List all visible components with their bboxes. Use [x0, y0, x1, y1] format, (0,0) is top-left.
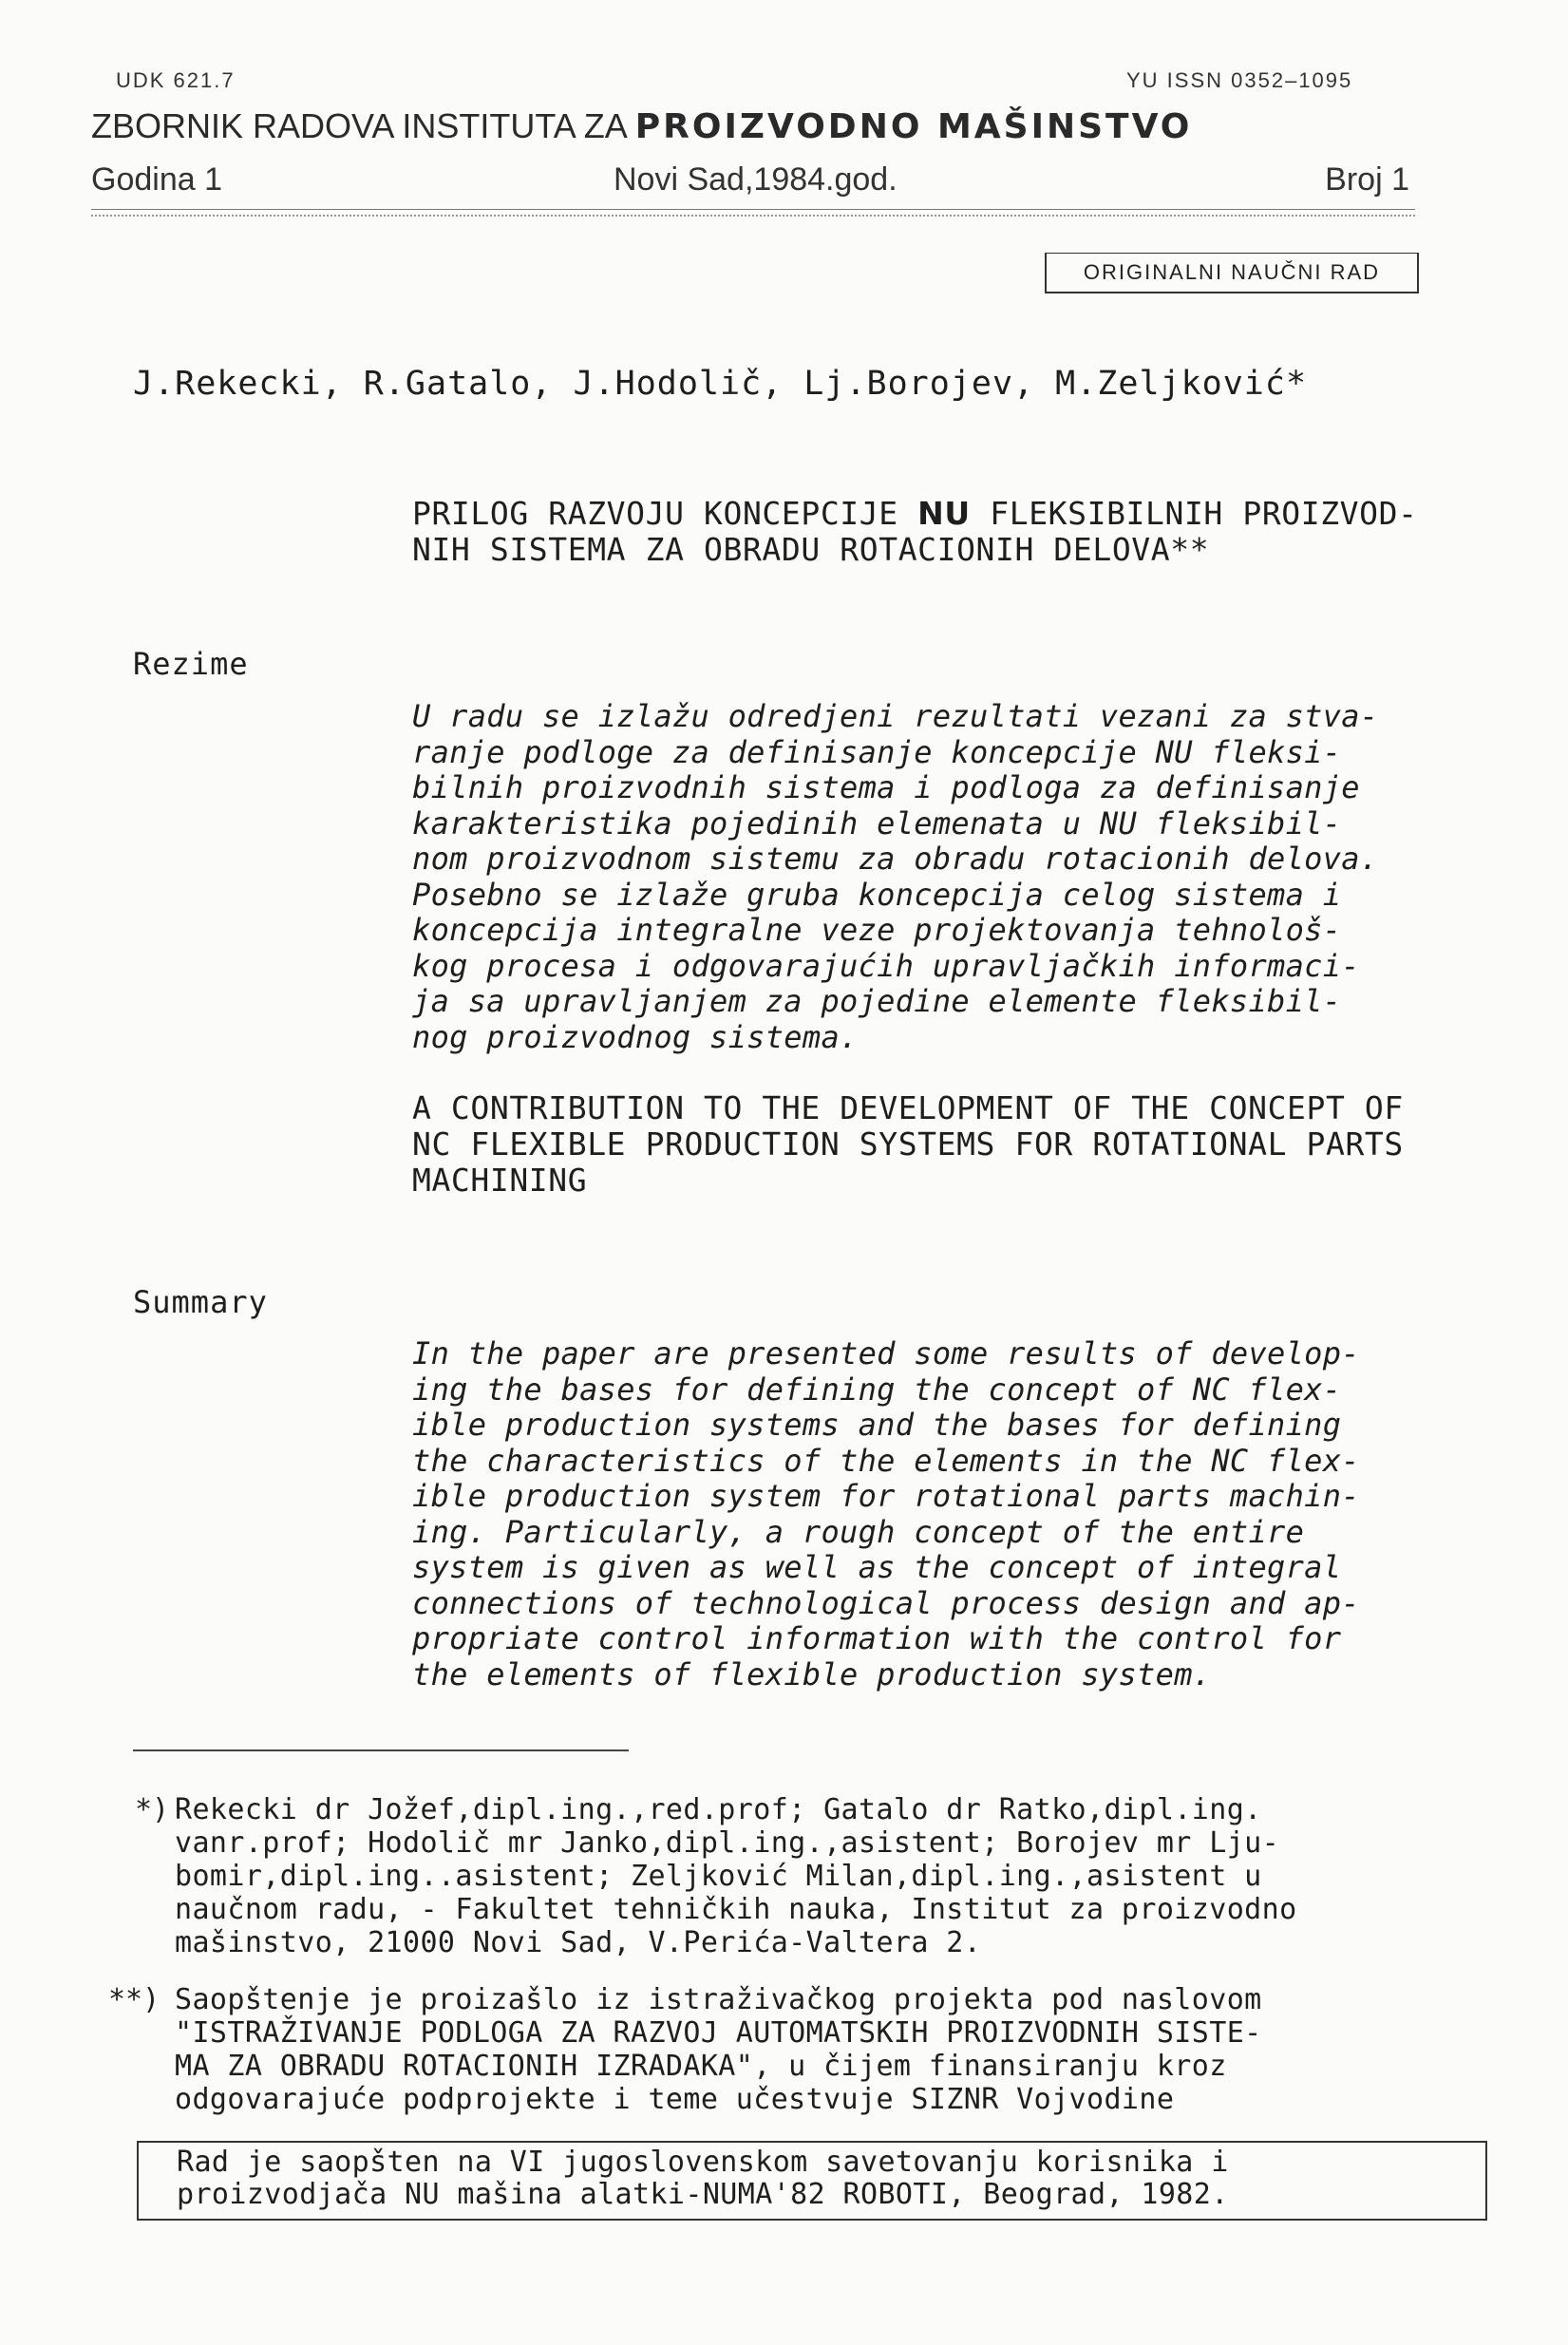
footnote-line: MA ZA OBRADU ROTACIONIH IZRADAKA", u čijem finansiranju kroz — [175, 2050, 1227, 2083]
text-line: the characteristics of the elements in the NC flex- — [412, 1442, 1360, 1479]
title-text: FLEKSIBILNIH PROIZVOD- — [990, 495, 1418, 532]
header-divider — [91, 215, 1415, 217]
title-line: NC FLEXIBLE PRODUCTION SYSTEMS FOR ROTATIONAL PARTS — [412, 1125, 1404, 1163]
footnote-line: naučnom radu, - Fakultet tehničkih nauka, Institut za proizvodno — [175, 1893, 1297, 1926]
text-line: ing the bases for defining the concept of NC flex- — [412, 1371, 1342, 1408]
issue-number: Broj 1 — [1325, 161, 1409, 198]
issn-code: YU ISSN 0352–1095 — [1126, 68, 1353, 92]
text-line: nog proizvodnog sistema. — [412, 1018, 859, 1055]
text-line: system is given as well as the concept of integral — [412, 1549, 1342, 1585]
paper-title-en — [412, 1090, 1514, 1199]
text-line: connections of technological process design and ap- — [412, 1584, 1360, 1621]
title-line: MACHINING — [412, 1162, 588, 1199]
text-line: the elements of flexible production system. — [412, 1655, 1212, 1693]
footnote-line: mašinstvo, 21000 Novi Sad, V.Perića-Valtera 2. — [175, 1926, 982, 1959]
footnote-line: odgovarajuće podprojekte i teme učestvuje SIZNR Vojvodine — [175, 2083, 1175, 2116]
authors: J.Rekecki, R.Gatalo, J.Hodolič, Lj.Borojev, M.Zeljković* — [133, 365, 1308, 403]
presentation-note-box — [137, 2141, 1487, 2221]
text-line: bilnih proizvodnih sistema i podloga za definisanje — [412, 769, 1360, 805]
summary-label: Summary — [133, 1284, 268, 1320]
journal-title-bold: PROIZVODNO MAŠINSTVO — [634, 107, 1193, 146]
footnote-2-mark: **) — [108, 1983, 161, 2016]
paper-title-sr — [412, 496, 1514, 568]
footnote-line: Saopštenje je proizašlo iz istraživačkog projekta pod naslovom — [175, 1983, 1262, 2016]
text-line: propriate control information with the control for — [412, 1620, 1342, 1656]
footnote-2 — [175, 1983, 1523, 2116]
text-line: U radu se izlažu odredjeni rezultati vezani za stva- — [412, 698, 1379, 734]
note-line: proizvodjača NU mašina alatki-NUMA'82 ROBOTI, Beograd, 1982. — [177, 2178, 1229, 2211]
summary-text — [412, 1336, 1504, 1693]
footnote-1 — [175, 1793, 1523, 1959]
text-line: ible production systems and the bases for defining — [412, 1407, 1342, 1443]
footnote-line: "ISTRAŽIVANJE PODLOGA ZA RAZVOJ AUTOMATSKIH PROIZVODNIH SISTE- — [175, 2016, 1262, 2050]
note-line: Rad je saopšten na VI jugoslovenskom savetovanju korisnika i — [177, 2146, 1229, 2179]
footnote-line: bomir,dipl.ing..asistent; Zeljković Milan,dipl.ing.,asistent u — [175, 1860, 1262, 1893]
text-line: ible production system for rotational parts machin- — [412, 1478, 1360, 1514]
text-line: In the paper are presented some results of develop- — [412, 1335, 1360, 1371]
place-year: Novi Sad,1984.god. — [614, 161, 897, 198]
text-line: ja sa upravljanjem za pojedine elemente fleksibil- — [412, 983, 1342, 1019]
journal-title-regular: ZBORNIK RADOVA INSTITUTA ZA — [91, 106, 626, 145]
footnote-line: Rekecki dr Jožef,dipl.ing.,red.prof; Gatalo dr Ratko,dipl.ing. — [175, 1793, 1262, 1826]
title-line: A CONTRIBUTION TO THE DEVELOPMENT OF THE CONCEPT OF — [412, 1089, 1404, 1126]
title-line — [412, 496, 1514, 532]
journal-title — [91, 106, 1421, 146]
text-line: koncepcija integralne veze projektovanja tehnološ- — [412, 912, 1342, 948]
footnote-1-mark: *) — [135, 1793, 170, 1826]
volume: Godina 1 — [91, 161, 222, 198]
text-line: kog procesa i odgovarajućih upravljačkih informaci- — [412, 947, 1360, 984]
udk-code: UDK 621.7 — [116, 68, 236, 92]
footnote-separator — [133, 1749, 629, 1751]
paper-type-badge: ORIGINALNI NAUČNI RAD — [1045, 253, 1419, 293]
text-line: karakteristika pojedinih elemenata u NU fleksibil- — [412, 804, 1342, 842]
title-line: NIH SISTEMA ZA OBRADU ROTACIONIH DELOVA** — [412, 531, 1210, 568]
title-nu: NU — [917, 495, 971, 532]
title-text: PRILOG RAZVOJU KONCEPCIJE — [412, 495, 898, 532]
rezime-label: Rezime — [133, 646, 249, 682]
footnote-line: vanr.prof; Hodolič mr Janko,dipl.ing.,asistent; Borojev mr Lju- — [175, 1826, 1280, 1860]
rezime-text — [412, 699, 1504, 1055]
text-line: ing. Particularly, a rough concept of the entire — [412, 1513, 1305, 1550]
text-line: nom proizvodnom sistemu za obradu rotacionih delova. — [412, 841, 1379, 877]
issue-line — [91, 161, 1415, 210]
text-line: ranje podloge za definisanje koncepcije NU fleksi- — [412, 733, 1342, 770]
text-line: Posebno se izlaže gruba koncepcija celog sistema i — [412, 876, 1342, 913]
